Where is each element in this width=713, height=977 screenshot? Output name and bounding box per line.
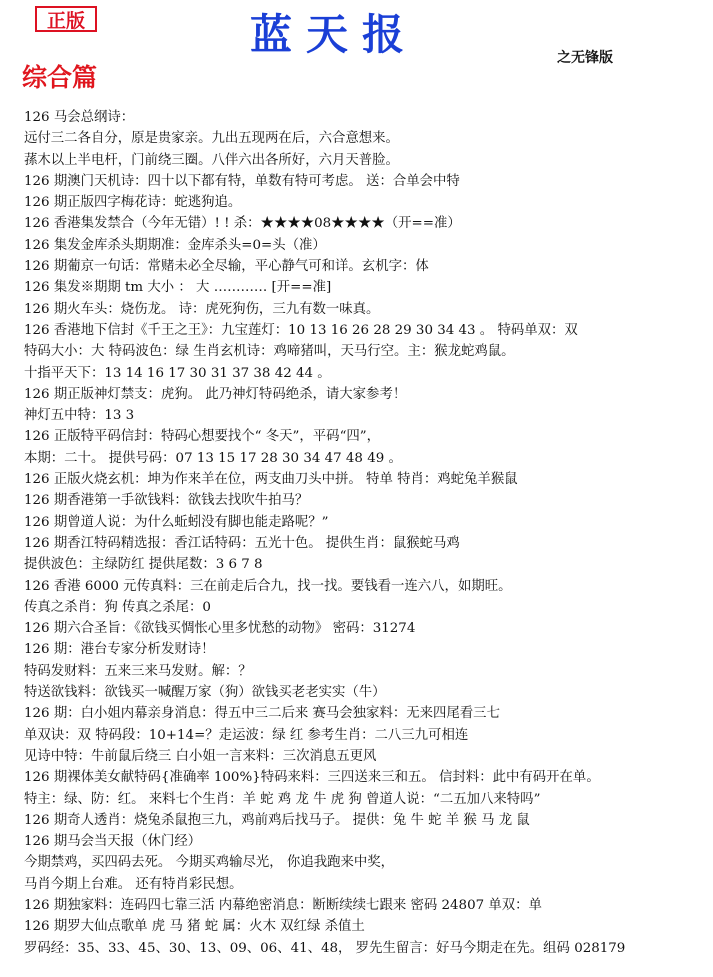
text-line: 单双诀：双 特码段：10+14=？走运波：绿 红 参考生肖：二八三九可相连 <box>24 727 469 743</box>
text-line: 本期：二十。 提供号码：07 13 15 17 28 30 34 47 48 49 。 <box>24 450 402 466</box>
text-line: 126 期正版神灯禁支：虎狗。 此乃神灯特码绝杀，请大家参考！ <box>24 386 407 402</box>
text-line: 126 期葡京一句话：常赌未必全尽输，平心静气可和详。玄机字：体 <box>24 259 429 275</box>
text-line: 126 香港集发禁合（今年无错）! ! 杀：★★★★08★★★★（开==准） <box>24 216 461 232</box>
text-line: 特主：绿、防：红。 来料七个生肖：羊 蛇 鸡 龙 牛 虎 狗 曾道人说：“二五加八来特吗” <box>24 791 541 807</box>
text-line: 126 期火车头：烧伤龙。 诗：虎死狗伤，三九有数一味真。 <box>24 301 380 317</box>
text-line: 126 期香港第一手欲钱料：欲钱去找吹牛拍马？ <box>24 493 309 509</box>
text-line: 特码大小：大 特码波色：绿 生肖玄机诗：鸡啼猪叫，天马行空。主：猴龙蛇鸡鼠。 <box>24 344 515 360</box>
text-line: 126 期马会当天报（休门经） <box>24 834 202 850</box>
text-line: 126 期独家料：连码四七靠三活 内幕绝密消息：断断续续七跟来 密码 24807 单双：单 <box>24 897 542 913</box>
text-line: 126 香港 6000 元传真料：三在前走后合九，找一找。要钱看一连六八，如期旺。 <box>24 578 512 594</box>
text-line: 126 期正版四字梅花诗：蛇逃狗追。 <box>24 195 242 211</box>
text-line: 见诗中特：牛前鼠后绕三 白小姐一言来料：三次消息五更风 <box>24 748 377 764</box>
text-line: 特码发财料：五来三来马发财。解：？ <box>24 663 252 679</box>
text-line: 126 香港地下信封《千王之王》：九宝莲灯：10 13 16 26 28 29 30 34 43 。 特码单双：双 <box>24 322 578 338</box>
text-line: 126 期奇人透肖：烧兔杀鼠抱三九，鸡前鸡后找马子。 提供：兔 牛 蛇 羊 猴 马 龙 鼠 <box>24 812 530 828</box>
text-line: 马肖今期上台难。 还有特肖彩民想。 <box>24 876 243 892</box>
text-line: 提供波色：主绿防红 提供尾数：3 6 7 8 <box>24 557 263 573</box>
text-line: 远付三二各自分，原是贵家亲。九出五现两在后，六合意想来。 <box>24 131 399 147</box>
text-line: 126 期：白小姐内幕亲身消息：得五中三二后来 赛马会独家料：无来四尾看三七 <box>24 706 500 722</box>
text-line: 蓀木以上半电杆，门前绕三圈。八伴六出各所好，六月天普脸。 <box>24 152 399 168</box>
text-line: 罗码经：35、33、45、30、13、09、06、41、48， 罗先生留言：好马今期走在先。组码 028179 <box>24 940 626 956</box>
text-line: 126 期裸体美女献特码{准确率 100%}特码来料：三四送来三和五。 信封料：此中有码开在单。 <box>24 770 600 786</box>
text-line: 126 集发※期期 tm 大小 ： 大 ………… [开==准] <box>24 280 332 296</box>
text-line: 126 期香江特码精选报：香江话特码：五光十色。 提供生肖：鼠猴蛇马鸡 <box>24 535 460 551</box>
edition-subtitle: 之无锋版 <box>557 50 613 66</box>
text-line: 特送欲钱料：欲钱买一喊醒万家（狗）欲钱买老老实实（牛） <box>24 685 386 701</box>
text-line: 126 期罗大仙点歌单 虎 马 猪 蛇 属：火木 双红绿 杀值土 <box>24 919 365 935</box>
text-line: 126 期六合圣旨：《欲钱买惆怅心里多忧愁的动物》 密码：31274 <box>24 621 416 637</box>
text-line: 126 正版特平码信封：特码心想要找个“ 冬天”，平码“四”， <box>24 429 381 445</box>
text-line: 126 集发金库杀头期期准：金库杀头=0=头（准） <box>24 237 326 253</box>
text-line: 神灯五中特：13 3 <box>24 408 135 424</box>
text-line: 126 正版火烧玄机：坤为作来羊在位，两支曲刀头中拼。 特单 特肖：鸡蛇兔羊猴鼠 <box>24 472 518 488</box>
document-body <box>24 107 708 959</box>
page-title: 蓝天报 <box>250 10 419 59</box>
text-line: 今期禁鸡，买四码去死。 今期买鸡输尽光， 你追我跑来中奖， <box>24 855 395 871</box>
text-line: 十指平天下：13 14 16 17 30 31 37 38 42 44 。 <box>24 365 331 381</box>
text-line: 126 马会总纲诗： <box>24 110 135 125</box>
section-heading: 综合篇 <box>22 63 98 92</box>
text-line: 126 期：港台专家分析发财诗！ <box>24 642 215 658</box>
text-line: 传真之杀肖：狗 传真之杀尾：0 <box>24 599 211 615</box>
text-line: 126 期曾道人说：为什么蚯蚓没有脚也能走路呢？” <box>24 514 329 530</box>
official-stamp: 正版 <box>35 6 97 32</box>
text-line: 126 期澳门天机诗：四十以下都有特，单数有特可考虑。 送：合单会中特 <box>24 173 460 189</box>
